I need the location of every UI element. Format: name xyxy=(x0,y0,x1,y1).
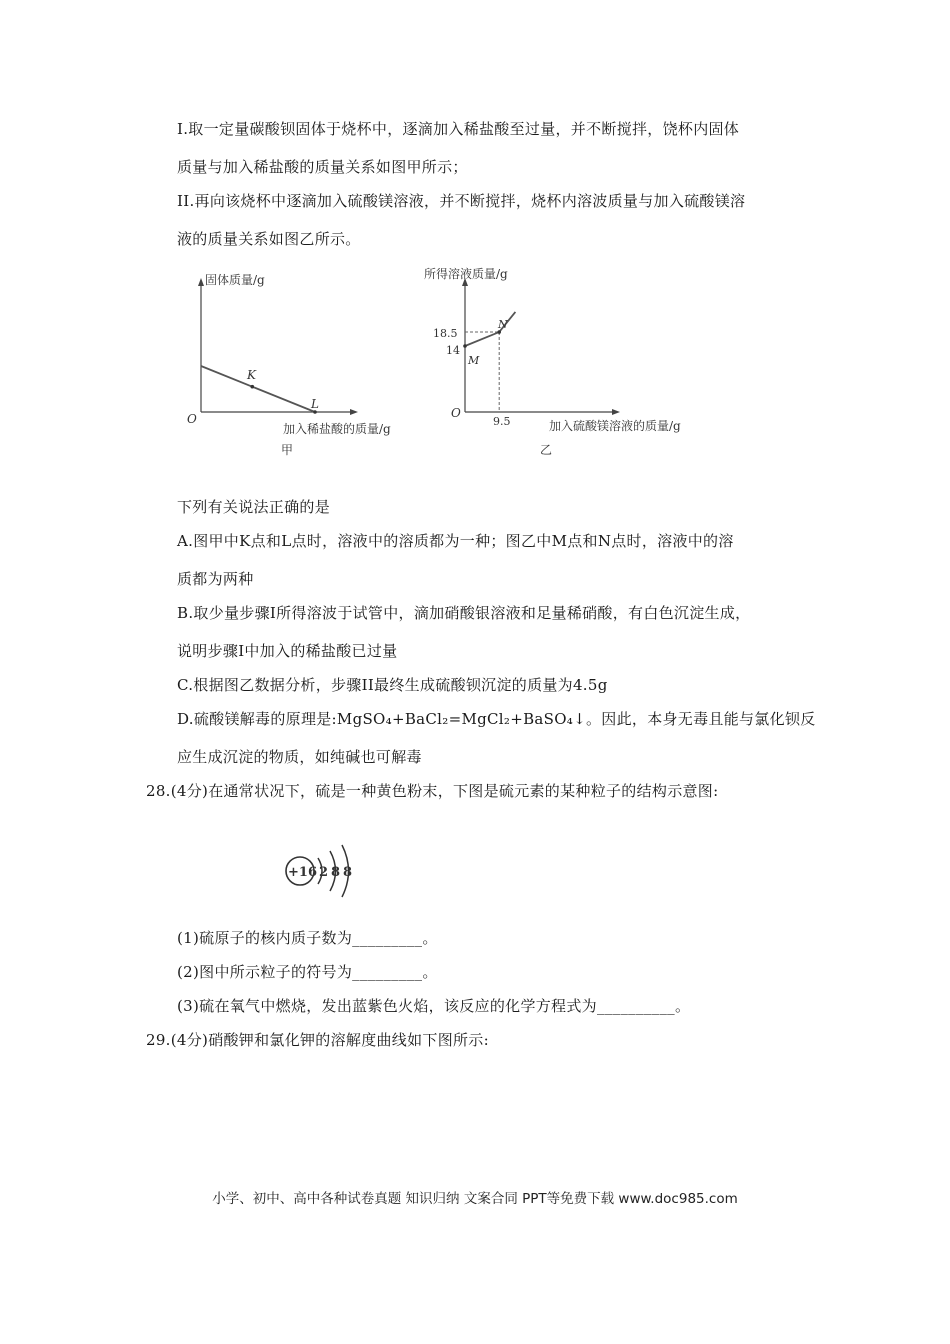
option-d-line-2: 应生成沉淀的物质，如纯碱也可解毒 xyxy=(177,748,422,766)
q28-part-1: (1)硫原子的核内质子数为_________。 xyxy=(177,929,438,947)
jia-x-arrow xyxy=(350,409,358,415)
option-b-line-1: B.取少量步骤I所得溶波于试管中，滴加硝酸银溶液和足量稀硝酸，有白色沉淀生成， xyxy=(177,604,751,622)
jia-l-label: L xyxy=(311,397,319,411)
nucleus-charge: +16 xyxy=(288,865,317,880)
jia-series-line xyxy=(201,366,315,412)
jia-k-label: K xyxy=(247,368,256,382)
option-a-line-1: A.图甲中K点和L点时，溶液中的溶质都为一种；图乙中M点和N点时，溶液中的溶 xyxy=(177,532,734,550)
shell-electrons-2: 8 xyxy=(331,865,341,880)
jia-point-k xyxy=(251,385,255,389)
yi-origin-label: O xyxy=(451,406,461,420)
jia-y-arrow xyxy=(198,278,204,286)
shell-electrons-3: 8 xyxy=(343,865,353,880)
yi-y-label: 所得溶液质量/g xyxy=(424,267,508,281)
yi-m-label: M xyxy=(468,354,480,367)
yi-n-label: N xyxy=(498,318,508,331)
chart-jia xyxy=(180,262,420,462)
step-2-line-1: II.再向该烧杯中逐滴加入硫酸镁溶液，并不断搅拌，烧杯内溶波质量与加入硫酸镁溶 xyxy=(177,192,746,210)
yi-tick-14: 14 xyxy=(446,344,460,357)
shell-electrons-1: 2 xyxy=(319,865,329,880)
page-footer: 小学、初中、高中各种试卷真题 知识归纳 文案合同 PPT等免费下载 www.doc985.com xyxy=(212,1191,738,1207)
jia-caption: 甲 xyxy=(281,443,294,457)
yi-caption: 乙 xyxy=(540,443,553,457)
q28-part-3: (3)硫在氧气中燃烧，发出蓝紫色火焰，该反应的化学方程式为__________。 xyxy=(177,997,691,1015)
yi-tick-18-5: 18.5 xyxy=(433,327,458,340)
question-stem: 下列有关说法正确的是 xyxy=(177,498,331,516)
option-c: C.根据图乙数据分析，步骤II最终生成硫酸钡沉淀的质量为4.5g xyxy=(177,676,608,694)
yi-point-m xyxy=(463,344,467,348)
jia-x-label: 加入稀盐酸的质量/g xyxy=(283,422,391,436)
step-1-line-2: 质量与加入稀盐酸的质量关系如图甲所示； xyxy=(177,158,468,176)
yi-x-label: 加入硫酸镁溶液的质量/g xyxy=(549,419,681,433)
option-b-line-2: 说明步骤I中加入的稀盐酸已过量 xyxy=(177,642,398,660)
yi-series-line xyxy=(465,312,515,346)
option-a-line-2: 质都为两种 xyxy=(177,570,254,588)
q28-part-2: (2)图中所示粒子的符号为_________。 xyxy=(177,963,438,981)
yi-tick-9-5: 9.5 xyxy=(493,415,511,428)
yi-x-arrow xyxy=(612,409,620,415)
question-29: 29.(4分)硝酸钾和氯化钾的溶解度曲线如下图所示: xyxy=(146,1031,489,1049)
jia-origin-label: O xyxy=(187,412,197,426)
option-d-line-1: D.硫酸镁解毒的原理是:MgSO₄+BaCl₂=MgCl₂+BaSO₄↓。因此，本身无毒且能与氯化钡反 xyxy=(177,710,816,728)
question-28: 28.(4分)在通常状况下，硫是一种黄色粉末，下图是硫元素的某种粒子的结构示意图: xyxy=(146,782,719,800)
step-2-line-2: 液的质量关系如图乙所示。 xyxy=(177,230,361,248)
step-1-line-1: I.取一定量碳酸钡固体于烧杯中，逐滴加入稀盐酸至过量，并不断搅拌，饶杯内固体 xyxy=(177,120,740,138)
chart-yi xyxy=(418,262,718,462)
atom-structure-diagram xyxy=(280,838,370,898)
jia-y-label: 固体质量/g xyxy=(205,273,265,287)
